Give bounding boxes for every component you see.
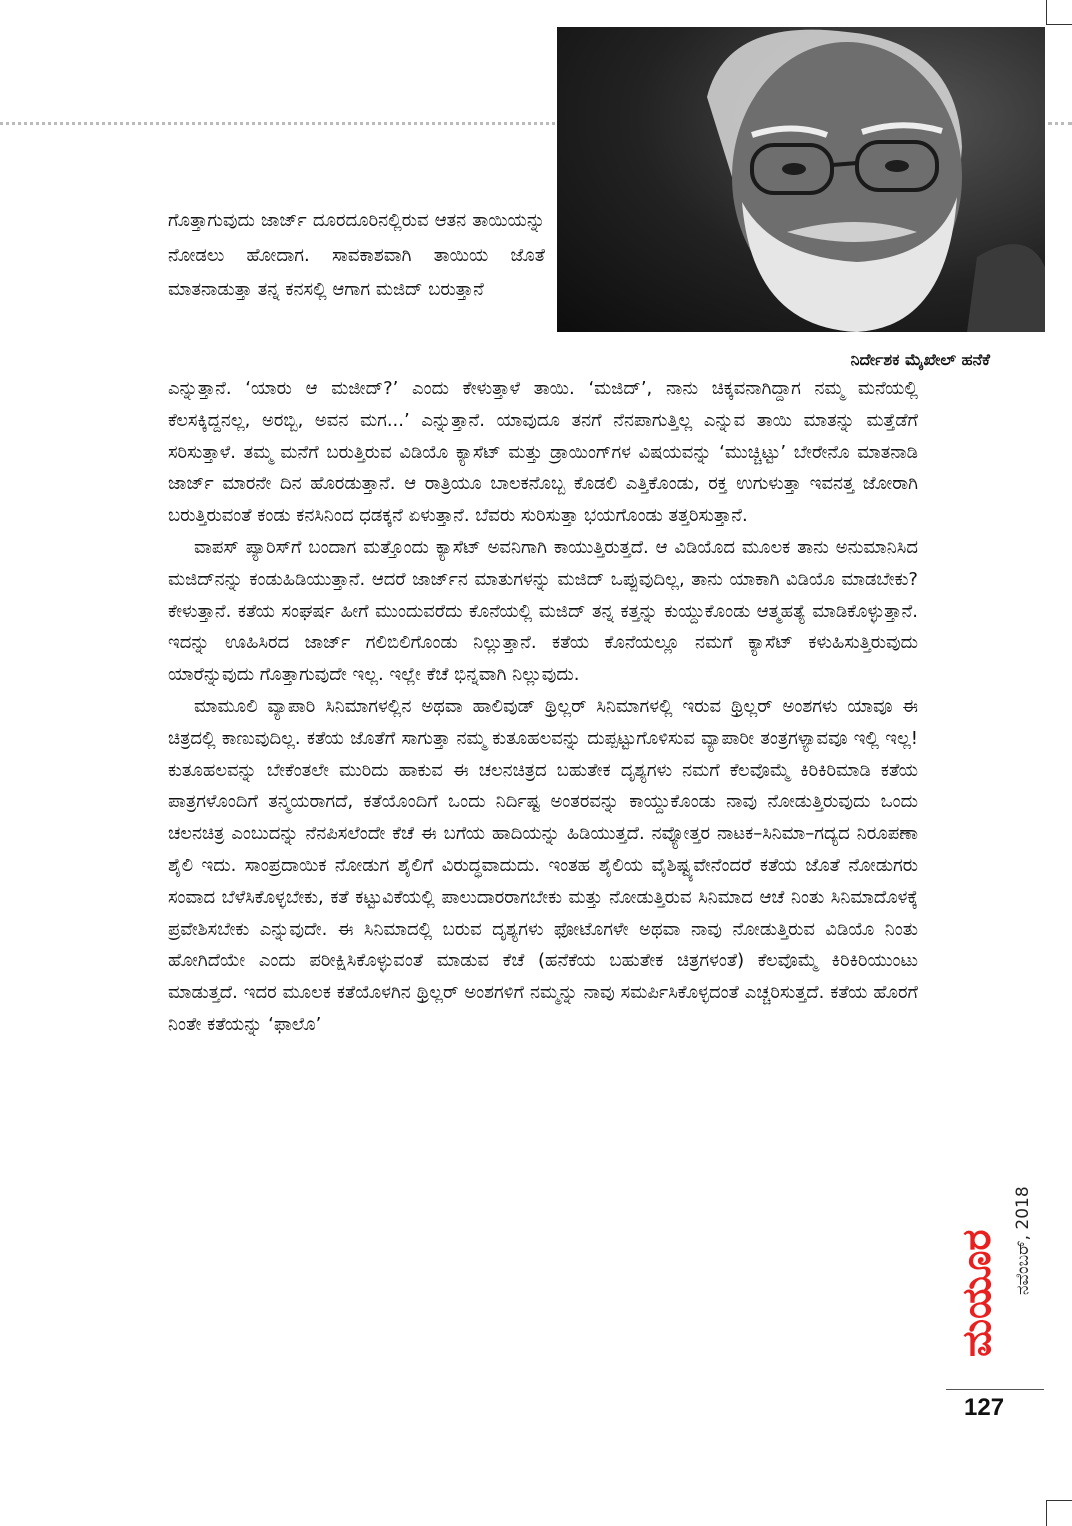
crop-mark-bottom [1046,1500,1072,1526]
article-paragraph: ಎನ್ನುತ್ತಾನೆ. ‘ಯಾರು ಆ ಮಜೀದ್?’ ಎಂದು ಕೇಳುತ್ತಾಳೆ ತಾಯಿ. ‘ಮಜಿದ್’, ನಾನು ಚಿಕ್ಕವನಾಗಿದ್ದಾಗ ನಮ್ಮ ಮನೆಯಲ್ಲಿ ಕೆಲಸಕ್ಕಿದ್ದನಲ್ಲ, ಅರಬ್ಬಿ, ಅವನ ಮಗ...’ ಎನ್ನುತ್ತಾನೆ. ಯಾವುದೂ ತನಗೆ ನೆನಪಾಗುತ್ತಿಲ್ಲ ಎನ್ನುವ ತಾಯಿ ಮಾತನ್ನು ಮತ್ತೆಡೆಗೆ ಸರಿಸುತ್ತಾಳೆ. ತಮ್ಮ ಮನೆಗೆ ಬರುತ್ತಿರುವ ವಿಡಿಯೊ ಕ್ಯಾಸೆಟ್ ಮತ್ತು ಡ್ರಾಯಿಂಗ್‌ಗಳ ವಿಷಯವನ್ನು ‘ಮುಚ್ಚಿಟ್ಟು’ ಬೇರೇನೊ ಮಾತನಾಡಿ ಜಾರ್ಜ್ ಮಾರನೇ ದಿನ ಹೊರಡುತ್ತಾನೆ. ಆ ರಾತ್ರಿಯೂ ಬಾಲಕನೊಬ್ಬ ಕೊಡಲಿ ಎತ್ತಿಕೊಂಡು, ರಕ್ತ ಉಗುಳುತ್ತಾ ಇವನತ್ತ ಜೋರಾಗಿ ಬರುತ್ತಿರುವಂತೆ ಕಂಡು ಕನಸಿನಿಂದ ಧಡಕ್ಕನೆ ಏಳುತ್ತಾನೆ. ಬೆವರು ಸುರಿಸುತ್ತಾ ಭಯಗೊಂಡು ತತ್ತರಿಸುತ್ತಾನೆ. [168,378,918,527]
crop-mark-top [1046,0,1072,25]
magazine-name: ಮಯೂರ [954,1229,1000,1357]
article-paragraph: ಮಾಮೂಲಿ ವ್ಯಾಪಾರಿ ಸಿನಿಮಾಗಳಲ್ಲಿನ ಅಥವಾ ಹಾಲಿವುಡ್ ಥ್ರಿಲ್ಲರ್ ಸಿನಿಮಾಗಳಲ್ಲಿ ಇರುವ ಥ್ರಿಲ್ಲರ್ ಅಂಶಗಳು ಯಾವೂ ಈ ಚಿತ್ರದಲ್ಲಿ ಕಾಣುವುದಿಲ್ಲ. ಕತೆಯ ಜೊತೆಗೆ ಸಾಗುತ್ತಾ ನಮ್ಮ ಕುತೂಹಲವನ್ನು ದುಪ್ಪಟ್ಟುಗೊಳಿಸುವ ವ್ಯಾಪಾರೀ ತಂತ್ರಗಳ್ಯಾವವೂ ಇಲ್ಲಿ ಇಲ್ಲ! ಕುತೂಹಲವನ್ನು ಬೇಕೆಂತಲೇ ಮುರಿದು ಹಾಕುವ ಈ ಚಲನಚಿತ್ರದ ಬಹುತೇಕ ದೃಶ್ಯಗಳು ನಮಗೆ ಕೆಲವೊಮ್ಮೆ ಕಿರಿಕಿರಿಮಾಡಿ ಕತೆಯ ಪಾತ್ರಗಳೊಂದಿಗೆ ತನ್ಮಯರಾಗದೆ, ಕತೆಯೊಂದಿಗೆ ಒಂದು ನಿರ್ದಿಷ್ಟ ಅಂತರವನ್ನು ಕಾಯ್ದುಕೊಂಡು ನಾವು ನೋಡುತ್ತಿರುವುದು ಒಂದು ಚಲನಚಿತ್ರ ಎಂಬುದನ್ನು ನೆನಪಿಸಲೆಂದೇ ಕೆಚೆ ಈ ಬಗೆಯ ಹಾದಿಯನ್ನು ಹಿಡಿಯುತ್ತದೆ. ನವ್ಯೋತ್ತರ ನಾಟಕ–ಸಿನಿಮಾ–ಗದ್ಯದ ನಿರೂಪಣಾ ಶೈಲಿ ಇದು. ಸಾಂಪ್ರದಾಯಿಕ ನೋಡುಗ ಶೈಲಿಗೆ ವಿರುದ್ಧವಾದುದು. ಇಂತಹ ಶೈಲಿಯ ವೈಶಿಷ್ಟ್ಯವೇನೆಂದರೆ ಕತೆಯ ಜೊತೆ ನೋಡುಗರು ಸಂವಾದ ಬೆಳೆಸಿಕೊಳ್ಳಬೇಕು, ಕತೆ ಕಟ್ಟುವಿಕೆಯಲ್ಲಿ ಪಾಲುದಾರರಾಗಬೇಕು ಮತ್ತು ನೋಡುತ್ತಿರುವ ಸಿನಿಮಾದ ಆಚೆ ನಿಂತು ಸಿನಿಮಾದೊಳಕ್ಕೆ ಪ್ರವೇಶಿಸಬೇಕು ಎನ್ನುವುದೇ. ಈ ಸಿನಿಮಾದಲ್ಲಿ ಬರುವ ದೃಶ್ಯಗಳು ಫೋಟೊಗಳೇ ಅಥವಾ ನಾವು ನೋಡುತ್ತಿರುವ ವಿಡಿಯೊ ನಿಂತು ಹೋಗಿದೆಯೇ ಎಂದು ಪರೀಕ್ಷಿಸಿಕೊಳ್ಳುವಂತೆ ಮಾಡುವ ಕೆಚೆ (ಹನೆಕೆಯ ಬಹುತೇಕ ಚಿತ್ರಗಳಂತೆ) ಕೆಲವೊಮ್ಮೆ ಕಿರಿಕಿರಿಯುಂಟು ಮಾಡುತ್ತದೆ. ಇದರ ಮೂಲಕ ಕತೆಯೊಳಗಿನ ಥ್ರಿಲ್ಲರ್ ಅಂಶಗಳಿಗೆ ನಮ್ಮನ್ನು ನಾವು ಸಮರ್ಪಿಸಿಕೊಳ್ಳದಂತೆ ಎಚ್ಚರಿಸುತ್ತದೆ. ಕತೆಯ ಹೊರಗೆ ನಿಂತೇ ಕತೆಯನ್ನು ‘ಫಾಲೊ’ [168,695,919,1035]
portrait-illustration [557,27,1045,332]
photo-caption: ನಿರ್ದೇಶಕ ಮೈಖೇಲ್ ಹನೆಕೆ [850,350,990,369]
article-paragraph: ವಾಪಸ್ ಪ್ಯಾರಿಸ್‌ಗೆ ಬಂದಾಗ ಮತ್ತೊಂದು ಕ್ಯಾಸೆಟ್ ಅವನಿಗಾಗಿ ಕಾಯುತ್ತಿರುತ್ತದೆ. ಆ ವಿಡಿಯೊದ ಮೂಲಕ ತಾನು ಅನುಮಾನಿಸಿದ ಮಜಿದ್‌ನನ್ನು ಕಂಡುಹಿಡಿಯುತ್ತಾನೆ. ಆದರೆ ಜಾರ್ಜ್‌ನ ಮಾತುಗಳನ್ನು ಮಜಿದ್ ಒಪ್ಪುವುದಿಲ್ಲ, ತಾನು ಯಾಕಾಗಿ ವಿಡಿಯೊ ಮಾಡಬೇಕು? ಕೇಳುತ್ತಾನೆ. ಕತೆಯ ಸಂಘರ್ಷ ಹೀಗೆ ಮುಂದುವರೆದು ಕೊನೆಯಲ್ಲಿ ಮಜಿದ್ ತನ್ನ ಕತ್ತನ್ನು ಕುಯ್ದುಕೊಂಡು ಆತ್ಮಹತ್ಯೆ ಮಾಡಿಕೊಳ್ಳುತ್ತಾನೆ. ಇದನ್ನು ಊಹಿಸಿರದ ಜಾರ್ಜ್ ಗಲಿಬಿಲಿಗೊಂಡು ನಿಲ್ಲುತ್ತಾನೆ. ಕತೆಯ ಕೊನೆಯಲ್ಲೂ ನಮಗೆ ಕ್ಯಾಸೆಟ್ ಕಳುಹಿಸುತ್ತಿರುವುದು ಯಾರೆನ್ನುವುದು ಗೊತ್ತಾಗುವುದೇ ಇಲ್ಲ. ಇಲ್ಲೇ ಕೆಚೆ ಭಿನ್ನವಾಗಿ ನಿಲ್ಲುವುದು. [168,536,918,686]
sidebar-rule [946,1389,1044,1390]
magazine-sidebar [946,1095,1044,1360]
intro-text: ಗೊತ್ತಾಗುವುದು ಜಾರ್ಜ್ ದೂರದೂರಿನಲ್ಲಿರುವ ಆತನ ತಾಯಿಯನ್ನು ನೋಡಲು ಹೋದಾಗ. ಸಾವಕಾಶವಾಗಿ ತಾಯಿಯ ಜೊತೆ ಮಾತನಾಡುತ್ತಾ ತನ್ನ ಕನಸಲ್ಲಿ ಆಗಾಗ ಮಜಿದ್ ಬರುತ್ತಾನೆ [168,210,545,301]
director-portrait-photo [557,27,1045,332]
dotted-rule [1048,122,1072,125]
dotted-rule [0,122,555,125]
page-number: 127 [964,1394,1005,1421]
issue-date: ನವೆಂಬರ್, 2018 [1013,1186,1033,1295]
article-body [168,373,918,1041]
magazine-sidebar-text [946,1095,1044,1360]
